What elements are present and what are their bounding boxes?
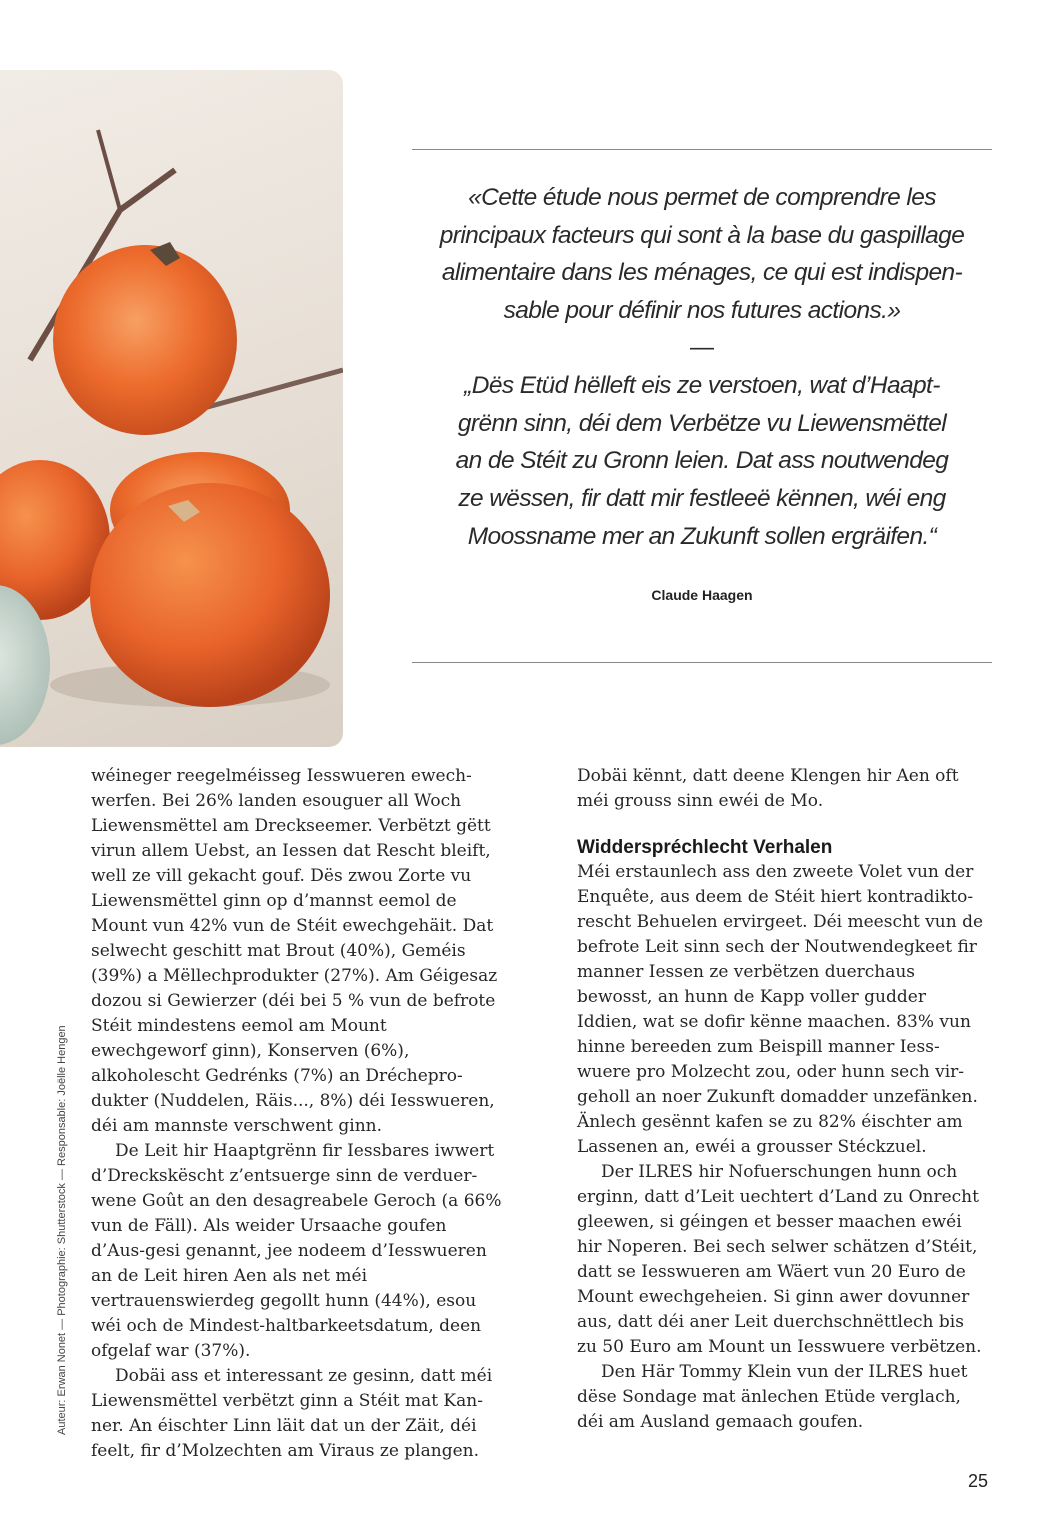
body-paragraph: Der ILRES hir Nofuerschungen hunn och erginn, datt d’Leit uechtert d’Land zu Onrecht gleewen, si géingen et besser maachen ewéi hir Noperen. Bei sech selwer schätzen d’Stéit, datt se Iesswueren am Wäert vun 20 Euro de Mount ewechgeheien. Si ginn awer dovunner aus, datt déi aner Leit duerchschnëttlech bis zu 50 Euro am Mount un Iesswuere verbëtzen. bbox=[577, 1162, 982, 1357]
quote-french-line: «Cette étude nous permet de comprendre les bbox=[468, 184, 936, 211]
quote-french-line: principaux facteurs qui sont à la base du gaspillage bbox=[439, 221, 965, 249]
body-column-left bbox=[91, 764, 503, 1464]
body-paragraph: De Leit hir Haaptgrënn fir Iessbares iwwert d’Dreckskëscht z’entsuerge sinn de verduer-wene Goût an den desagreabele Geroch (a 66% vun de Fäll). Als weider Ursaache goufen d’Aus-gesi genannt, jee nodeem d’Iesswueren an de Leit hiren Aen als net méi vertrauenswierdeg gegollt hunn (44%), esou wéi och de Mindest-haltbarkeetsdatum, deen ofgelaf war (37%). bbox=[91, 1141, 502, 1361]
quote-french-line: alimentaire dans les ménages, ce qui est indispen- bbox=[441, 259, 963, 287]
oranges-illustration bbox=[0, 70, 343, 747]
quote-author: Claude Haagen bbox=[651, 587, 753, 603]
quote-bottom-rule bbox=[412, 662, 992, 663]
body-paragraph: Dobäi kënnt, datt deene Klengen hir Aen oft méi grouss sinn ewéi de Mo. bbox=[577, 766, 959, 811]
body-column-right bbox=[577, 764, 989, 1435]
section-heading: Widderspréchlecht Verhalen bbox=[577, 837, 833, 858]
body-paragraph: Dobäi ass et interessant ze gesinn, datt méi Liewensmëttel verbëtzt ginn a Stéit mat Kan-ner. An éischter Linn läit dat un der Zäit, déi feelt, fir d’Molzechten am Viraus ze plangen. bbox=[91, 1366, 493, 1461]
body-paragraph: wéineger reegelméisseg Iesswueren ewech-werfen. Bei 26% landen esouguer all Woch Liewensmëttel am Dreckseemer. Verbëtzt gëtt virun allem Uebst, an Iessen dat Rescht bleift, well ze vill gekacht gouf. Dës zwou Zorte vu Liewensmëttel ginn op d’mannst eemol de Mount vun 42% vun de Stéit ewechgehäit. Dat selwecht geschitt mat Brout (40%), Geméis (39%) a Mëllechprodukter (27%). Am Géigesaz dozou si Gewierzer (déi bei 5 % vun de befrote Stéit mindestens eemol am Mount ewechgeworf ginn), Konserven (6%), alkoholescht Gedrénks (7%) an Dréchepro-dukter (Nuddelen, Räis..., 8%) déi Iesswueren, déi am mannste verschwent ginn. bbox=[91, 766, 498, 1136]
quote-top-rule bbox=[412, 149, 992, 150]
quote-lux-line: grënn sinn, déi dem Verbëtze vu Liewensmëttel bbox=[457, 409, 947, 437]
quote-lux-line: Moossname mer an Zukunft sollen ergräifen.“ bbox=[467, 522, 937, 550]
body-paragraph: Méi erstaunlech ass den zweete Volet vun der Enquête, aus deem de Stéit hiert kontradikto-rescht Behuelen ervirgeet. Déi meescht vun de befrote Leit sinn sech der Noutwendegkeet fir manner Iessen ze verbëtzen duerchaus bewosst, an hunn de Kapp voller gudder Iddien, wat se dofir kënne maachen. 83% vun hinne bereeden zum Beispill manner Iess-wuere pro Molzecht zou, oder hunn sech vir-geholl an noer Zukunft domadder unzefänken. Änlech gesënnt kafen se zu 82% éischter am Lassenen an, ewéi a grousser Stéckzuel. bbox=[577, 862, 984, 1157]
page-number: 25 bbox=[968, 1471, 989, 1491]
quote-lux-line: „Dës Etüd hëlleft eis ze verstoen, wat d’Haapt- bbox=[464, 372, 940, 399]
photo-credit: Auteur: Erwan Nonet — Photographie: Shutterstock — Responsable: Joëlle Hengen bbox=[56, 1025, 68, 1435]
photo-moldy-oranges bbox=[0, 70, 343, 747]
body-paragraph: Den Här Tommy Klein vun der ILRES huet dëse Sondage mat änlechen Etüde verglach, déi am Ausland gemaach goufen. bbox=[577, 1362, 968, 1432]
quote-luxembourgish bbox=[412, 367, 992, 556]
quote-lux-line: an de Stéit zu Gronn leien. Dat ass noutwendeg bbox=[455, 447, 949, 475]
quote-separator: — bbox=[690, 334, 714, 361]
quote-lux-line: ze wëssen, fir datt mir festleeë kënnen, wéi eng bbox=[458, 485, 946, 513]
quote-french-line: sable pour définir nos futures actions.» bbox=[503, 297, 901, 325]
quote-french bbox=[412, 179, 992, 330]
